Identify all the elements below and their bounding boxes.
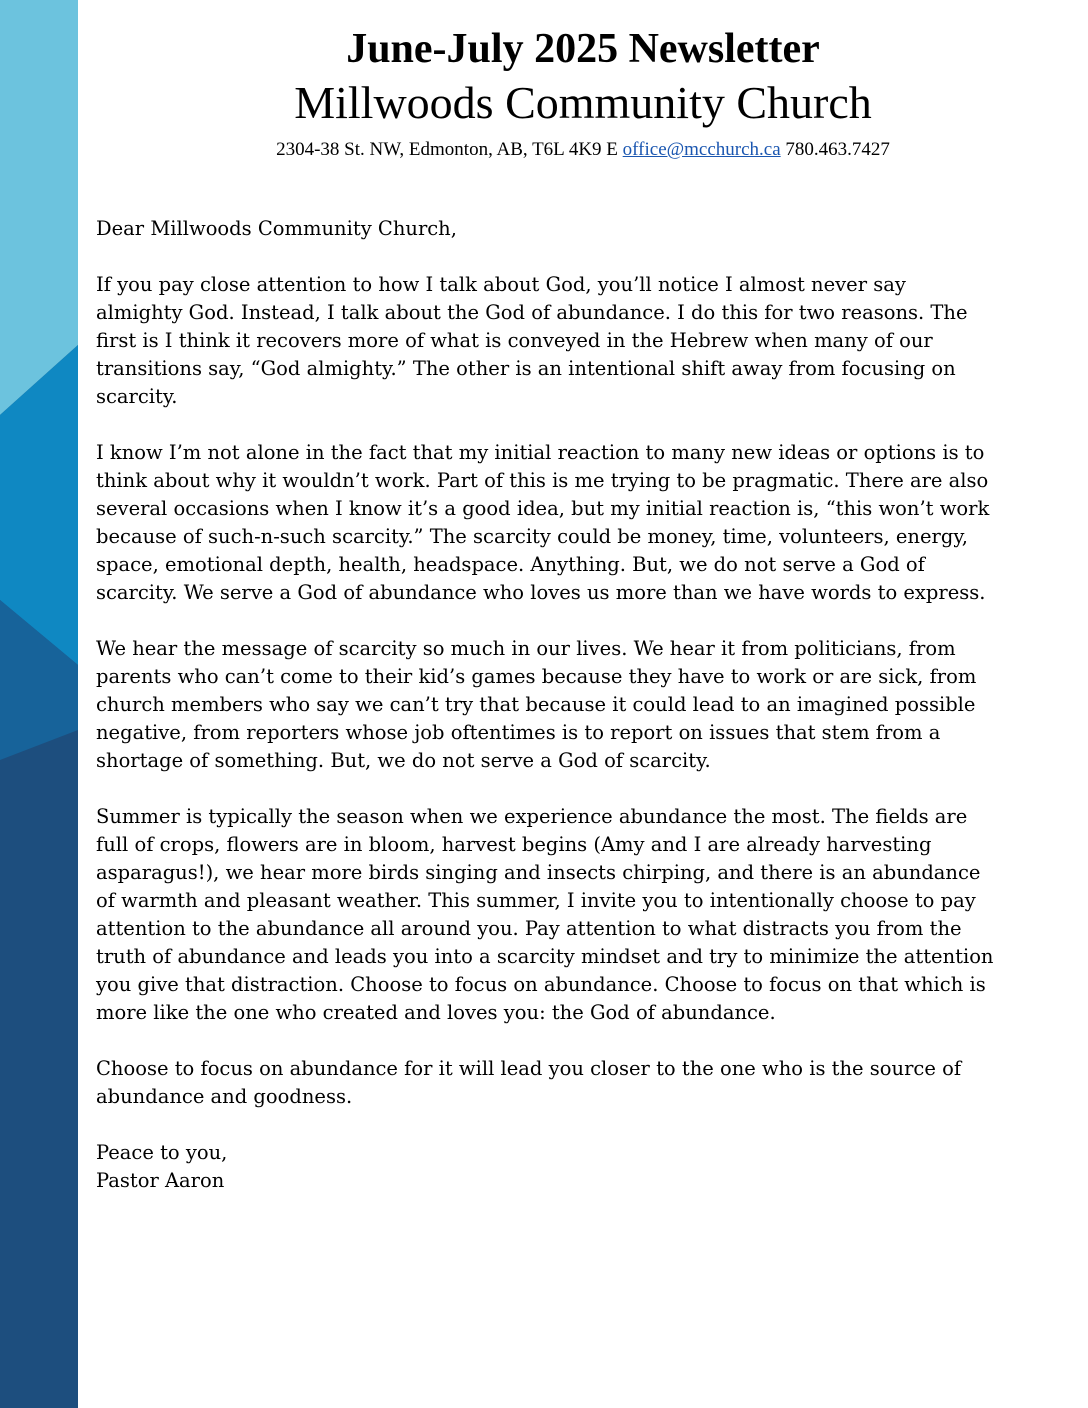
church-address: 2304-38 St. NW, Edmonton, AB, T6L 4K9 E — [276, 139, 618, 160]
letter-signature: Pastor Aaron — [96, 1169, 225, 1192]
newsletter-header — [78, 22, 1088, 164]
letter-closing: Peace to you, — [96, 1141, 228, 1164]
decorative-side-band — [0, 0, 78, 1408]
letter-paragraph: Choose to focus on abundance for it will lead you closer to the one who is the source of abundance and goodness. — [96, 1057, 962, 1108]
contact-line — [78, 136, 1088, 164]
letter-paragraph: Summer is typically the season when we experience abundance the most. The fields are full of crops, flowers are in bloom, harvest begins (Amy and I are already harvesting asparagus!), we hear more birds singing and insects chirping, and there is an abundance of warmth and pleasant weather. This summer, I invite you to intentionally choose to pay attention to the abundance all around you. Pay attention to what distracts you from the truth of abundance and leads you into a scarcity mindset and try to minimize the attention you give that distraction. Choose to focus on abundance. Choose to focus on that which is more like the one who created and loves you: the God of abundance. — [96, 805, 994, 1024]
church-name: Millwoods Community Church — [294, 77, 872, 128]
newsletter-title: June-July 2025 Newsletter — [346, 26, 820, 72]
letter-signoff — [96, 1139, 996, 1195]
email-link[interactable]: office@mcchurch.ca — [622, 139, 781, 160]
letter-body — [96, 215, 996, 1195]
church-phone: 780.463.7427 — [785, 139, 890, 160]
band-light-segment-top — [0, 0, 78, 415]
letter-paragraph: If you pay close attention to how I talk about God, you’ll notice I almost never say almighty God. Instead, I talk about the God of abundance. I do this for two reasons. The first is I think it recovers more of what is conveyed in the Hebrew when many of our transitions say, “God almighty.” The other is an intentional shift away from focusing on scarcity. — [96, 273, 968, 408]
letter-greeting: Dear Millwoods Community Church, — [96, 217, 457, 240]
letter-paragraph: We hear the message of scarcity so much in our lives. We hear it from politicians, from parents who can’t come to their kid’s games because they have to work or are sick, from church members who say we can’t try that because it could lead to an imagined possible negative, from reporters whose job oftentimes is to report on issues that stem from a shortage of something. But, we do not serve a God of scarcity. — [96, 637, 977, 772]
letter-paragraph: I know I’m not alone in the fact that my initial reaction to many new ideas or options is to think about why it wouldn’t work. Part of this is me trying to be pragmatic. There are also several occasions when I know it’s a good idea, but my initial reaction is, “this won’t work because of such-n-such scarcity.” The scarcity could be money, time, volunteers, energy, space, emotional depth, health, headspace. Anything. But, we do not serve a God of scarcity. We serve a God of abundance who loves us more than we have words to express. — [96, 441, 990, 604]
